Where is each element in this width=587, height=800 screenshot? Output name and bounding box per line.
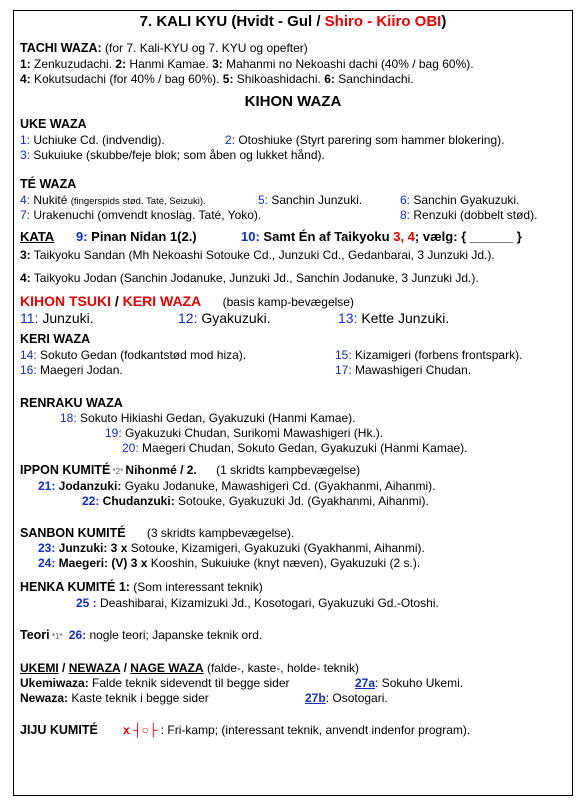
te-waza-heading: TÉ WAZA (20, 177, 77, 191)
uke-waza-heading: UKE WAZA (20, 117, 87, 132)
te-row-2: 7: Urakenuchi (omvendt knoslag. Taté, Yoko). 8: Renzuki (dobbelt stød). (20, 207, 538, 222)
te-row-1: 4: Nukité (fingerspids stød. Taté, Seizuki). 5: Sanchin Junzuki. 6: Sanchin Gyakuzuki. (20, 192, 520, 207)
renraku-waza-heading: RENRAKU WAZA (20, 395, 123, 410)
renraku-waza-section (20, 396, 566, 457)
ippon-item-21: 21: Jodanzuki: Gyaku Jodanuke, Mawashigeri Cd. (Gyakhanmi, Aihanmi). (38, 478, 436, 493)
ukemi-row-1: Ukemiwaza: Falde teknik sidevendt til begge sider 27a: Sokuho Ukemi. (20, 675, 464, 690)
syllabus-page (13, 10, 573, 796)
keri-row-1: 14: Sokuto Gedan (fodkantstød mod hiza). 15: Kizamigeri (forbens frontspark). (20, 347, 523, 362)
kihon-waza-title: KIHON WAZA (244, 92, 342, 110)
ukemi-section: UKEMI / NEWAZA / NAGE WAZA (falde-, kaste-, holde- teknik) Ukemiwaza: Falde teknik sidevendt til begge sider 27a: Sokuho Ukemi. Newaza: Kaste teknik i begge sider 27b: Osotogari. (20, 661, 566, 706)
page-title: 7. KALI KYU (Hvidt - Gul / Shiro - Kiiro OBI) (139, 13, 447, 30)
renraku-item-18: 18: Sokuto Hikiashi Gedan, Gyakuzuki (Hanmi Kamae). (60, 411, 356, 426)
ippon-kumite-heading: IPPON KUMITÉ (20, 463, 111, 478)
sanbon-item-24: 24: Maegeri: (V) 3 x Kooshin, Sukuiuke (knyt næven), Gyakuzuki (2 s.). (38, 556, 421, 571)
keri-waza-section (20, 332, 566, 378)
henka-kumite-section: HENKA KUMITÉ 1: (Som interessant teknik) 25 : Deashibarai, Kizamizuki Jd., Kosotogari, Gyakuzuki Gd.-Otoshi. (20, 580, 566, 611)
uke-row-1: 1: Uchiuke Cd. (indvendig). 2: Otoshiuke (Styrt parering som hammer blokering). (20, 133, 505, 147)
teori-heading: Teori (20, 628, 50, 642)
kihon-tsuki-row: 11: Junzuki. 12: Gyakuzuki. 13: Kette Junzuki. (20, 310, 450, 327)
ukemi-row-2: Newaza: Kaste teknik i begge sider 27b: Osotogari. (20, 690, 388, 705)
te-waza-section (20, 177, 566, 223)
renraku-item-19: 19: Gyakuzuki Chudan, Surikomi Mawashigeri (Hk.). (105, 426, 384, 441)
kata-section (20, 229, 566, 286)
tachi-waza-heading: TACHI WAZA: (20, 41, 102, 55)
tachi-row-1: 1: Zenkuzudachi. 2: Hanmi Kamae. 3: Mahanmi no Nekoashi dachi (40% / bag 60%). (20, 56, 474, 71)
keri-waza-heading: KERI WAZA (20, 331, 91, 346)
jiju-kumite-section: JIJU KUMITÉ x ┤○├ : Fri-kamp; (interessant teknik, anvendt indenfor program). (20, 722, 471, 737)
sanbon-kumite-section: SANBON KUMITÉ (3 skridts kampbevægelse). 23: Junzuki: 3 x Sotouke, Kizamigeri, Gyakuzuki (Gyakhanmi, Aihanmi). 24: Maegeri: (V) 3 x Kooshin, Sukuiuke (knyt næven), Gyakuzuki (2 s.). (20, 526, 566, 572)
uke-row-2: 3: Sukuiuke (skubbe/feje blok; som åben og lukket hånd). (20, 148, 325, 162)
ukemi-heading: UKEMI (20, 660, 59, 675)
henka-kumite-heading: HENKA KUMITÉ 1: (20, 580, 130, 595)
kihon-tsuki-section: KIHON TSUKI / KERI WAZA (basis kamp-bevægelse) 11: Junzuki. 12: Gyakuzuki. 13: Kette Junzuki. (20, 293, 566, 328)
ippon-kumite-section: IPPON KUMITÉ *2* Nihonmé / 2. (1 skridts kampbevægelse) 21: Jodanzuki: Gyaku Jodanuke, Mawashigeri Cd. (Gyakhanmi, Aihanmi). 22: Chudanzuki: Sotouke, Gyakuzuki Jd. (Gyakhanmi, Aihanmi). (20, 463, 566, 509)
tachi-waza-section: TACHI WAZA: (for 7. Kali-KYU og 7. KYU og opefter) 1: Zenkuzudachi. 2: Hanmi Kamae. 3: Mahanmi no Nekoashi dachi (40% / bag 60%). 4: Kokutsudachi (for 40% / bag 60%). 5: Shikoashidachi. 6: Sanchindachi. (20, 41, 566, 87)
kata-heading: KATA (20, 228, 55, 244)
henka-item-25: 25 : Deashibarai, Kizamizuki Jd., Kosotogari, Gyakuzuki Gd.-Otoshi. (76, 596, 439, 610)
sanbon-kumite-heading: SANBON KUMITÉ (20, 525, 126, 540)
kihon-tsuki-heading: KIHON TSUKI (20, 292, 111, 309)
tachi-row-2: 4: Kokutsudachi (for 40% / bag 60%). 5: Shikoashidachi. 6: Sanchindachi. (20, 71, 414, 86)
kata-row: KATA 9: Pinan Nidan 1(2.) 10: Samt Én af Taikyoku 3, 4; vælg: { ______ } (20, 228, 522, 244)
keri-row-2: 16: Maegeri Jodan. 17: Mawashigeri Chudan. (20, 362, 472, 377)
jiju-symbols: x ┤○├ (123, 722, 161, 737)
sanbon-item-23: 23: Junzuki: 3 x Sotouke, Kizamigeri, Gyakuzuki (Gyakhanmi, Aihanmi). (38, 541, 425, 556)
renraku-item-20: 20: Maegeri Chudan, Sokuto Gedan, Gyakuzuki (Hanmi Kamae). (122, 441, 468, 456)
teori-section: Teori *1* 26: nogle teori; Japanske teknik ord. (20, 628, 263, 642)
kata-item-3: 3: Taikyoku Sandan (Mh Nekoashi Sotouke Cd., Junzuki Cd., Gedanbarai, 3 Junzuki Jd.). (20, 247, 495, 262)
ippon-item-22: 22: Chudanzuki: Sotouke, Gyakuzuki Jd. (Gyakhanmi, Aihanmi). (82, 493, 429, 508)
uke-waza-section (20, 117, 566, 163)
kata-item-4: 4: Taikyoku Jodan (Sanchin Jodanuke, Junzuki Jd., Sanchin Jodanuke, 3 Junzuki Jd.). (20, 270, 479, 285)
jiju-kumite-heading: JIJU KUMITÉ (20, 722, 98, 737)
